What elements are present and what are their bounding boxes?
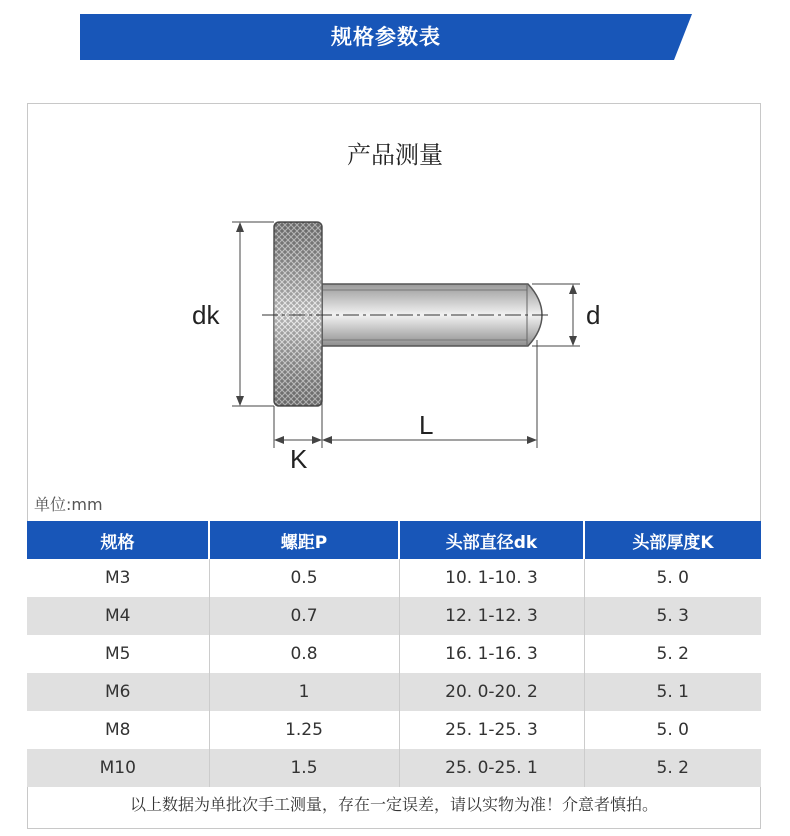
- cell-head-diameter: 25. 0-25. 1: [399, 749, 584, 787]
- unit-label: 单位:mm: [34, 495, 103, 514]
- cell-pitch: 0.8: [209, 635, 399, 673]
- cell-spec: M3: [27, 559, 209, 597]
- dk-arrow-top: [236, 222, 244, 232]
- table-row: [27, 597, 761, 635]
- header-spec: 规格: [27, 521, 209, 559]
- dk-arrow-bottom: [236, 396, 244, 406]
- l-label: L: [419, 410, 434, 440]
- cell-pitch: 1.5: [209, 749, 399, 787]
- cell-head-thickness: 5. 2: [584, 635, 761, 673]
- spec-table: [27, 521, 761, 787]
- d-arrow-top: [569, 284, 577, 294]
- cell-head-thickness: 5. 1: [584, 673, 761, 711]
- cell-head-diameter: 25. 1-25. 3: [399, 711, 584, 749]
- cell-spec: M5: [27, 635, 209, 673]
- d-arrow-bottom: [569, 336, 577, 346]
- table-row: [27, 559, 761, 597]
- cell-head-diameter: 16. 1-16. 3: [399, 635, 584, 673]
- table-row: [27, 749, 761, 787]
- footnote: 以上数据为单批次手工测量，存在一定误差，请以实物为准！介意者慎拍。: [129, 795, 658, 814]
- cell-pitch: 1: [209, 673, 399, 711]
- table-header-row: [27, 521, 761, 559]
- header-pitch: 螺距P: [209, 521, 399, 559]
- k-label: K: [290, 444, 308, 474]
- cell-pitch: 0.5: [209, 559, 399, 597]
- header-head-thickness: 头部厚度K: [584, 521, 761, 559]
- cell-spec: M4: [27, 597, 209, 635]
- cell-head-diameter: 20. 0-20. 2: [399, 673, 584, 711]
- cell-head-diameter: 10. 1-10. 3: [399, 559, 584, 597]
- banner-title: 规格参数表: [331, 25, 441, 49]
- table-row: [27, 711, 761, 749]
- knurled-head-shading: [274, 222, 322, 406]
- cell-head-thickness: 5. 3: [584, 597, 761, 635]
- cell-pitch: 0.7: [209, 597, 399, 635]
- l-arrow-right: [527, 436, 537, 444]
- cell-head-diameter: 12. 1-12. 3: [399, 597, 584, 635]
- diagram-title: 产品测量: [347, 141, 443, 169]
- cell-spec: M10: [27, 749, 209, 787]
- k-arrow-left: [274, 436, 284, 444]
- cell-head-thickness: 5. 2: [584, 749, 761, 787]
- l-arrow-left: [322, 436, 332, 444]
- header-head-diameter: 头部直径dk: [399, 521, 584, 559]
- cell-spec: M8: [27, 711, 209, 749]
- k-arrow-right: [312, 436, 322, 444]
- cell-head-thickness: 5. 0: [584, 559, 761, 597]
- cell-head-thickness: 5. 0: [584, 711, 761, 749]
- d-label: d: [586, 300, 601, 330]
- cell-pitch: 1.25: [209, 711, 399, 749]
- table-row: [27, 635, 761, 673]
- table-row: [27, 673, 761, 711]
- dk-label: dk: [192, 300, 220, 330]
- cell-spec: M6: [27, 673, 209, 711]
